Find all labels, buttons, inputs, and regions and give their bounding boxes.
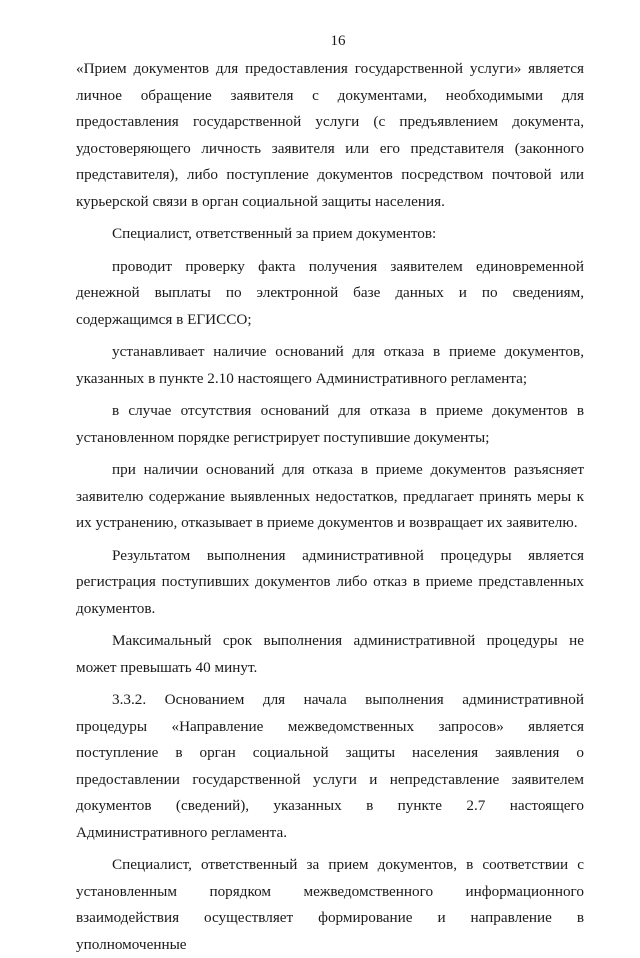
paragraph-max-duration: Максимальный срок выполнения административной процедуры не может превышать 40 минут.: [76, 632, 584, 676]
page-number: 16: [330, 33, 346, 49]
paragraph-reception-definition: «Прием документов для предоставления государственной услуги» является личное обращение заявителя с документами, необходимыми для предоставления государственной услуги (с предъявлением документа, удостоверяющего личность заявителя или его представителя (законного представителя), либо поступление документов посредством почтовой или курьерской связи в орган социальной защиты населения.: [76, 60, 584, 210]
paragraph-specialist-intro: Специалист, ответственный за прием документов:: [112, 225, 437, 242]
paragraph-check-payment: проводит проверку факта получения заявителем единовременной денежной выплаты по электронной базе данных и по сведениям, содержащимся в ЕГИССО;: [76, 257, 584, 328]
paragraph-register-documents: в случае отсутствия оснований для отказа в приеме документов в установленном порядке регистрирует поступившие документы;: [76, 402, 584, 446]
paragraph-interagency-requests: Специалист, ответственный за прием документов, в соответствии с установленным порядком межведомственного информационного взаимодействия осуществляет формирование и направление в уполномоченные: [76, 856, 584, 953]
paragraph-refusal-explanation: при наличии оснований для отказа в приеме документов разъясняет заявителю содержание выявленных недостатков, предлагает принять меры к их устранению, отказывает в приеме документов и возвращает их заявителю.: [76, 461, 584, 531]
paragraph-section-3-3-2: 3.3.2. Основанием для начала выполнения административной процедуры «Направление межведомственных запросов» является поступление в орган социальной защиты населения заявления о предоставлении государственной услуги и непредставление заявителем документов (сведений), указанных в пункте 2.7 настоящего Административного регламента.: [76, 691, 584, 841]
paragraph-establish-grounds: устанавливает наличие оснований для отказа в приеме документов, указанных в пункте 2.10 настоящего Административного регламента;: [76, 343, 584, 387]
paragraph-result: Результатом выполнения административной процедуры является регистрация поступивших документов либо отказ в приеме представленных документов.: [76, 546, 584, 617]
